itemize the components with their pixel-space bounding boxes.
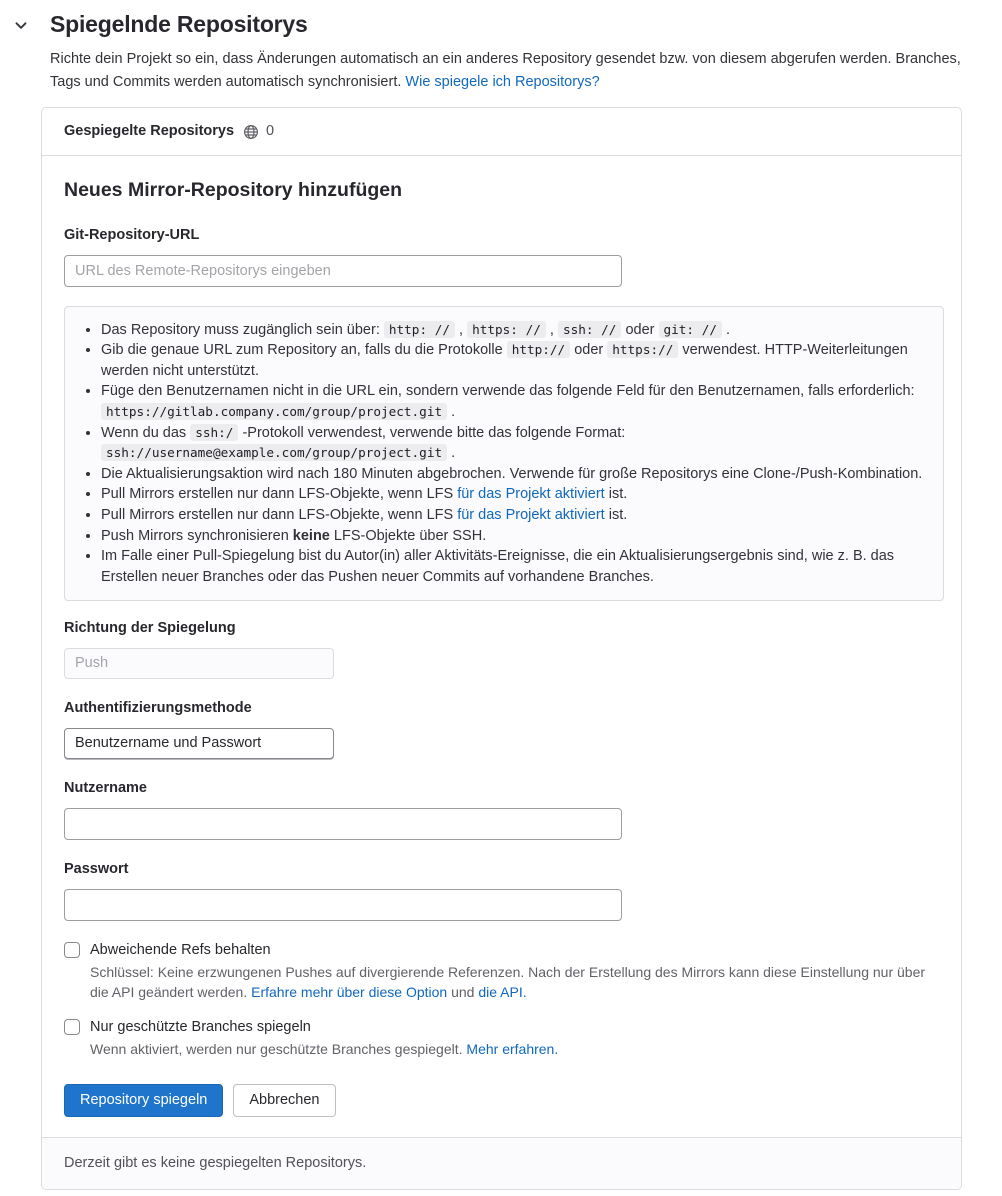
card-header-title: Gespiegelte Repositorys [64,123,235,140]
text-segment: Schlüssel: Keine erzwungenen Pushes auf divergierende Referenzen. Nach der Erstellung des Mirrors kann diese Einstellung nur über die API geändert werden. [90,964,926,1000]
mirror-note-item [101,320,925,341]
mirror-note-item [101,505,925,526]
only-protected-branches-label[interactable]: Nur geschützte Branches spiegeln [90,1019,311,1036]
inline-code: git: // [659,321,722,338]
inline-link[interactable]: für das Projekt aktiviert [457,486,605,503]
username-group [64,778,939,840]
inline-code: http:// [507,341,570,358]
text-segment: Füge den Benutzernamen nicht in die URL ein, sondern verwende das folgende Feld für den Benutzernamen, falls erforderlich: [101,383,915,400]
card-footer [42,1137,961,1189]
section-collapse-button[interactable] [12,14,34,36]
card-header [42,108,961,156]
only-protected-branches-group [64,1017,939,1060]
text-segment: verwendest. HTTP-Weiterleitungen werden nicht unterstützt. [101,342,908,379]
mirror-note-item [101,464,925,485]
text-segment: oder [621,321,659,338]
mirror-note-item [101,484,925,505]
text-segment: . [722,321,731,338]
inline-code: https:// [607,341,678,358]
text-segment: Das Repository muss zugänglich sein über: [101,321,384,338]
mirror-notes-list [79,320,925,588]
mirror-note-item [101,340,925,381]
inline-code: https://gitlab.company.com/group/project.git [101,403,447,420]
mirror-notes-box [64,306,944,602]
text-segment: Pull Mirrors erstellen nur dann LFS-Objekte, wenn LFS [101,486,458,503]
mirror-repository-button[interactable]: Repository spiegeln [64,1084,223,1117]
mirror-note-item [101,546,925,587]
keep-divergent-refs-help [90,963,939,1002]
mirror-direction-label: Richtung der Spiegelung [64,620,236,637]
only-protected-branches-checkbox[interactable] [64,1019,80,1035]
text-segment: oder [570,342,608,359]
mirrored-repositories-card [41,107,962,1190]
page-title: Spiegelnde Repositorys [50,11,308,37]
keep-divergent-refs-group [64,940,939,1002]
password-input[interactable] [64,889,622,921]
text-segment: . [447,445,456,462]
inline-code: https: // [467,321,546,338]
keep-divergent-refs-label[interactable]: Abweichende Refs behalten [90,942,271,959]
only-protected-branches-help [90,1040,939,1060]
mirror-count-badge: 0 [266,123,275,140]
bold-text: keine [292,527,330,544]
keep-divergent-refs-checkbox[interactable] [64,942,80,958]
repo-url-label: Git-Repository-URL [64,226,200,243]
mirror-direction-value: Push [75,655,109,672]
mirror-note-item [101,526,925,547]
text-segment: Wenn aktiviert, werden nur geschützte Branches gespiegelt. [90,1041,467,1058]
username-input[interactable] [64,808,622,840]
auth-method-label: Authentifizierungsmethode [64,700,252,717]
text-segment: Pull Mirrors erstellen nur dann LFS-Objekte, wenn LFS [101,506,458,523]
text-segment: Push Mirrors synchronisieren [101,527,293,544]
repo-url-input[interactable] [64,255,622,287]
text-segment: Wenn du das [101,424,191,441]
form-actions [64,1084,939,1117]
text-segment: Im Falle einer Pull-Spiegelung bist du Autor(in) aller Aktivitäts-Ereignisse, die ein Aktualisierungsergebnis sind, wie z. B. das Erstellen neuer Branches oder das Pushen neuer Commits auf vorhandene Branches. [101,548,895,585]
inline-link[interactable]: für das Projekt aktiviert [457,506,605,523]
text-segment: Gib die genaue URL zum Repository an, falls du die Protokolle [101,342,507,359]
text-segment: und [447,983,479,1000]
text-segment: . [447,404,456,421]
chevron-down-icon [12,16,34,34]
username-label: Nutzername [64,780,147,797]
inline-code: ssh://username@example.com/group/project.git [101,444,447,461]
text-segment: , [545,321,558,338]
repo-url-group [64,225,939,287]
inline-code: http: // [384,321,455,338]
cancel-button[interactable]: Abbrechen [233,1084,335,1117]
password-group [64,859,939,921]
auth-method-select[interactable] [64,728,334,759]
inline-link[interactable]: Mehr erfahren. [466,1041,559,1058]
how-to-mirror-link[interactable]: Wie spiegele ich Repositorys? [405,74,600,91]
text-segment: ist. [604,486,628,503]
text-segment: , [455,321,468,338]
mirror-direction-select [64,648,334,679]
text-segment: -Protokoll verwendest, verwende bitte das folgende Format: [238,424,626,441]
auth-method-group [64,698,939,759]
inline-code: ssh:/ [190,424,238,441]
text-segment: LFS-Objekte über SSH. [329,527,487,544]
globe-icon [243,124,259,140]
inline-link[interactable]: Erfahre mehr über diese Option [251,983,448,1000]
empty-mirrors-message: Derzeit gibt es keine gespiegelten Repositorys. [64,1154,367,1171]
text-segment: ist. [604,506,628,523]
mirror-note-item [101,423,925,464]
password-label: Passwort [64,861,129,878]
mirror-note-item [101,381,925,422]
card-body [42,156,961,1137]
mirror-direction-group [64,618,939,679]
inline-link[interactable]: die API. [478,983,527,1000]
inline-code: ssh: // [558,321,621,338]
text-segment: Die Aktualisierungsaktion wird nach 180 Minuten abgebrochen. Verwende für große Repositorys eine Clone-/Push-Kombination. [101,465,923,482]
auth-method-value: Benutzername und Passwort [75,735,262,752]
page-description-text: Richte dein Projekt so ein, dass Änderungen automatisch an ein anderes Repository gesendet bzw. von diesem abgerufen werden. Branches, Tags und Commits werden automatisch synchronisiert. [50,51,961,91]
page-description [50,48,962,94]
form-title: Neues Mirror-Repository hinzufügen [64,179,403,202]
